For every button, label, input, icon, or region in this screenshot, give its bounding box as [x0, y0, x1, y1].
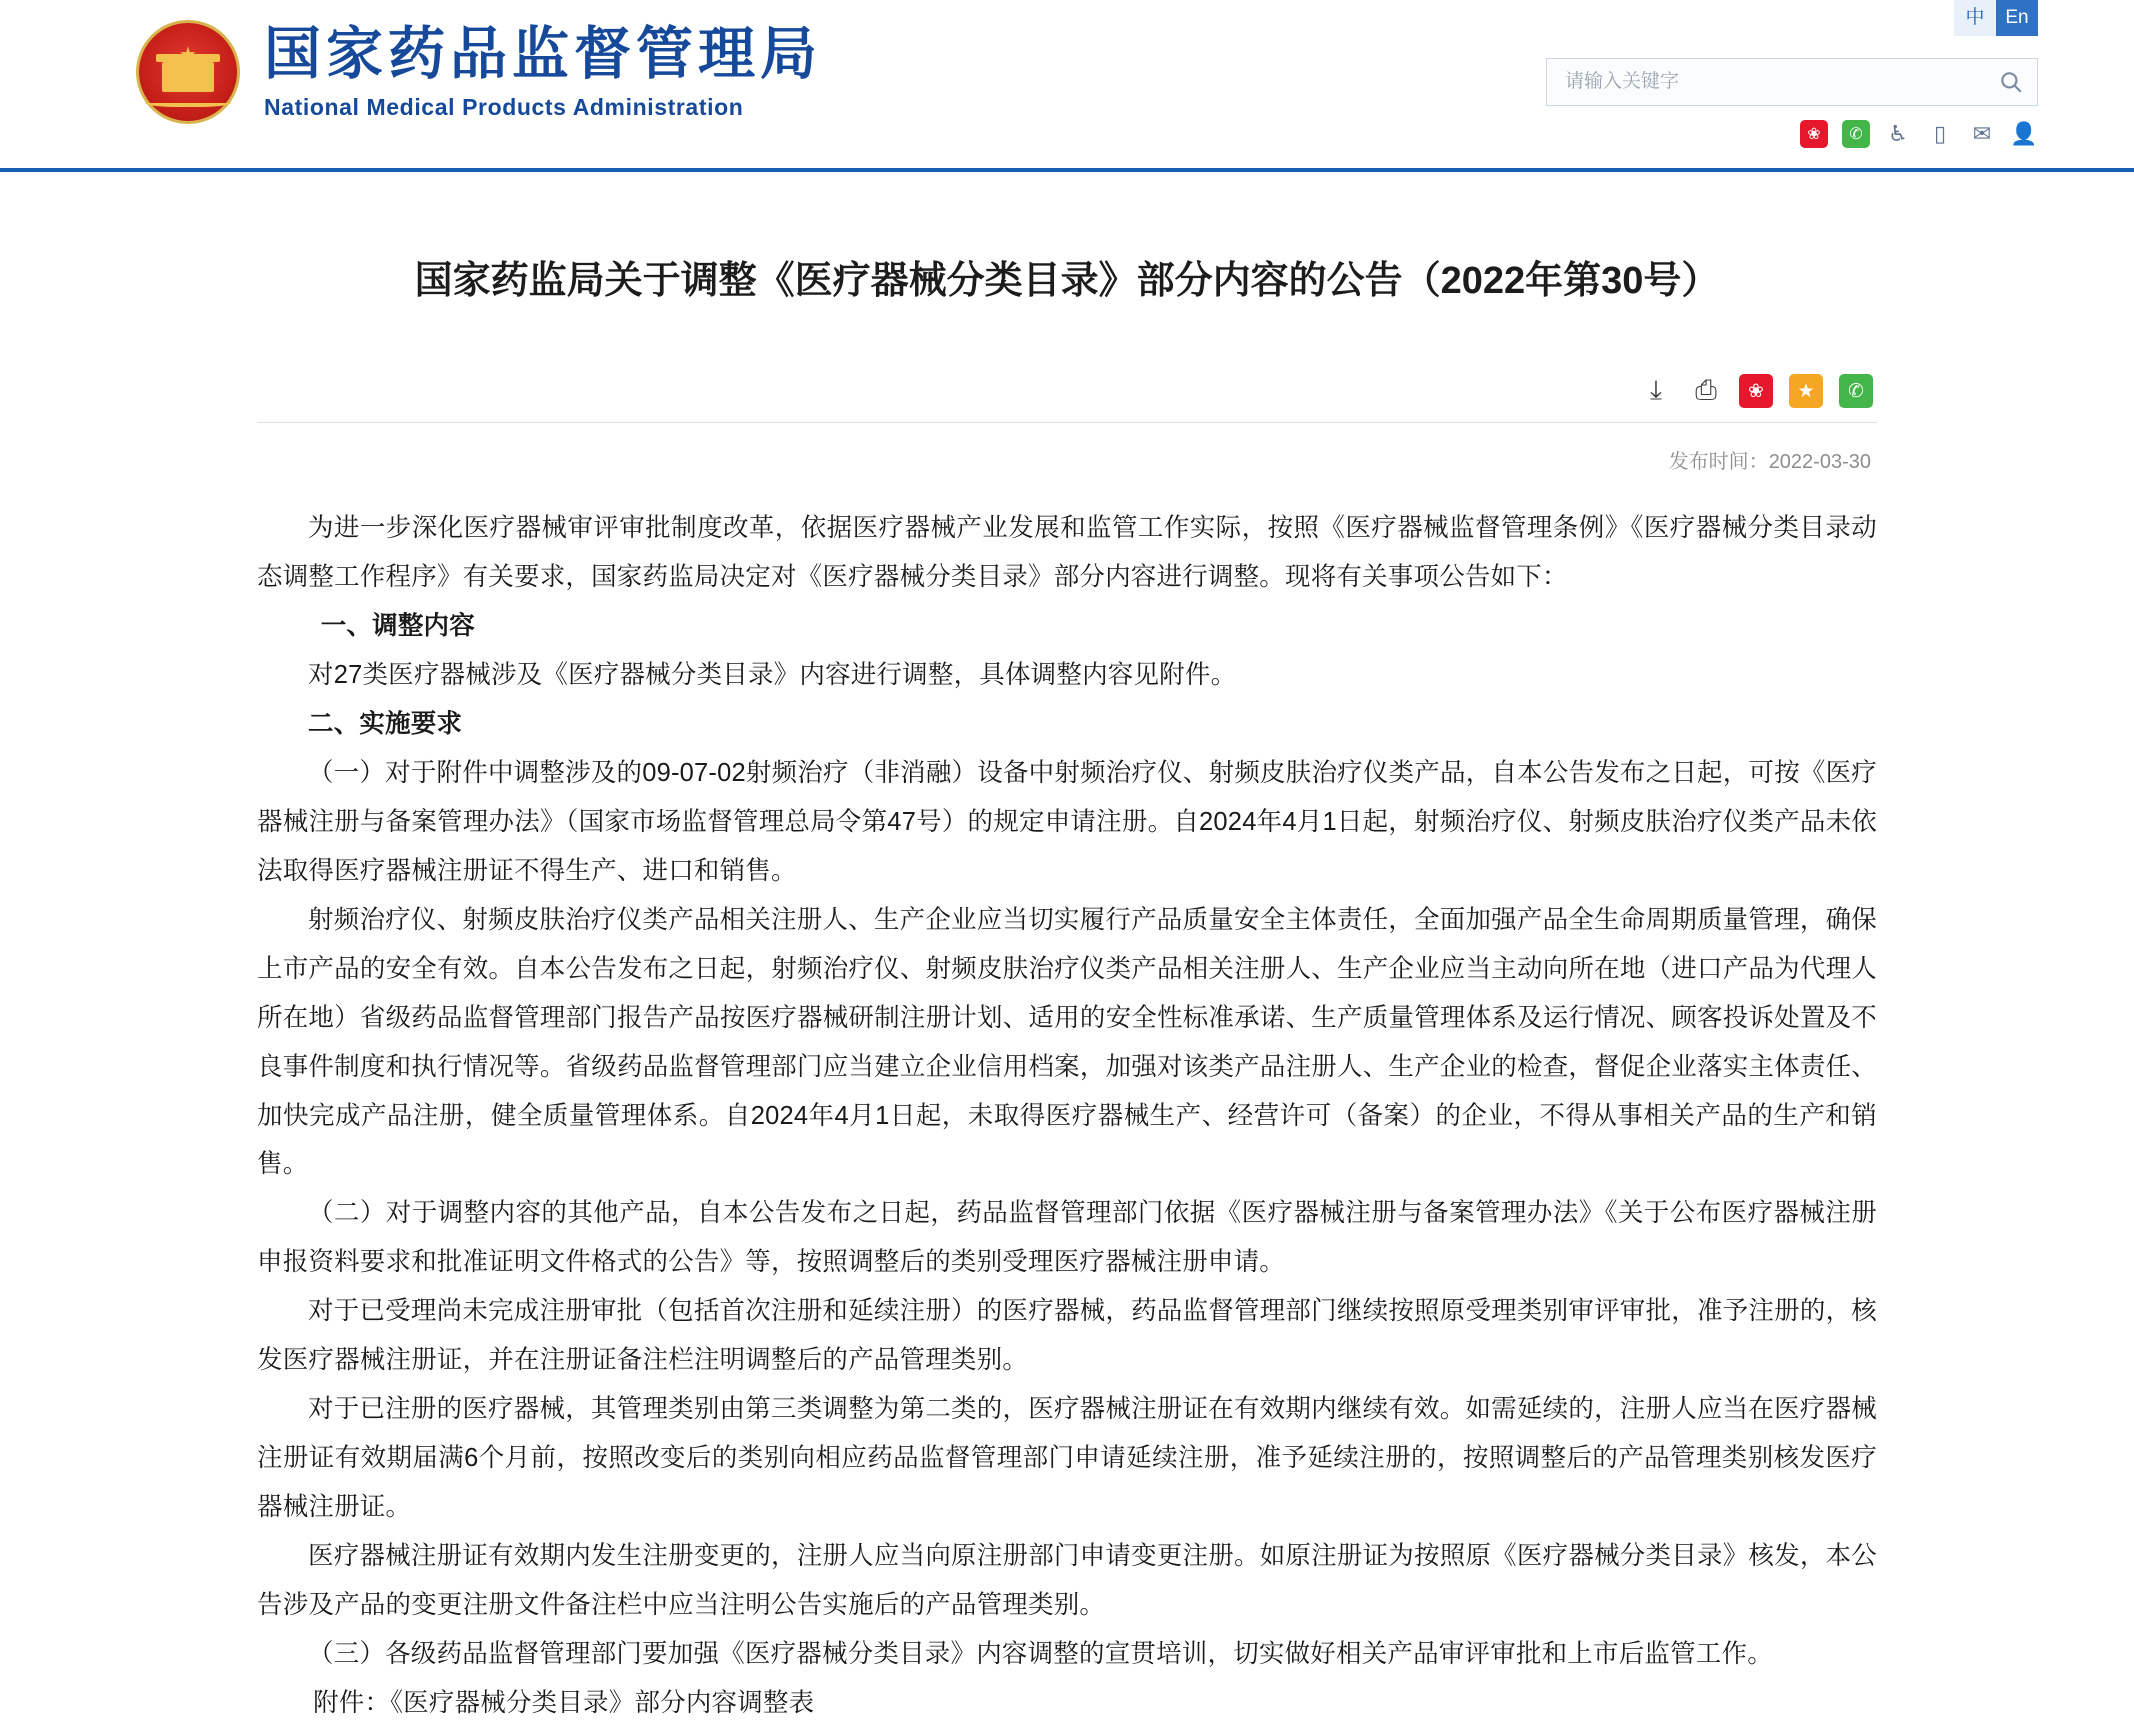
- paragraph: 射频治疗仪、射频皮肤治疗仪类产品相关注册人、生产企业应当切实履行产品质量安全主体责任，全面加强产品全生命周期质量管理，确保上市产品的安全有效。自本公告发布之日起，射频治疗仪、射频皮肤治疗仪类产品相关注册人、生产企业应当主动向所在地（进口产品为代理人所在地）省级药品监督管理部门报告产品按医疗器械研制注册计划、适用的安全性标准承诺、生产质量管理体系及运行情况、顾客投诉处置及不良事件制度和执行情况等。省级药品监督管理部门应当建立企业信用档案，加强对该类产品注册人、生产企业的检查，督促企业落实主体责任、加快完成产品注册，健全质量管理体系。自2024年4月1日起，未取得医疗器械生产、经营许可（备案）的企业，不得从事相关产品的生产和销售。: [257, 905, 1877, 1179]
- paragraph: 为进一步深化医疗器械审评审批制度改革，依据医疗器械产业发展和监管工作实际，按照《医疗器械监督管理条例》《医疗器械分类目录动态调整工作程序》有关要求，国家药监局决定对《医疗器械分类目录》部分内容进行调整。现将有关事项公告如下：: [257, 514, 1877, 592]
- attachment-line: 附件：《医疗器械分类目录》部分内容调整表: [313, 1688, 815, 1717]
- mobile-icon[interactable]: ▯: [1933, 121, 1947, 146]
- article-body: [257, 504, 1877, 1728]
- publish-time-label: 发布时间：: [1668, 451, 1769, 474]
- publish-time: [257, 423, 1877, 504]
- emblem-ears: [145, 97, 231, 107]
- site-title-cn: 国家药品监督管理局: [264, 22, 822, 87]
- publish-time-value: 2022-03-30: [1768, 451, 1871, 474]
- accessibility-icon[interactable]: ♿: [1888, 121, 1908, 146]
- emblem-gate: [162, 62, 214, 92]
- site-logo[interactable]: [136, 20, 822, 124]
- user-icon[interactable]: 👤: [2010, 121, 2038, 146]
- site-title-block: [264, 23, 822, 121]
- national-emblem-icon: [136, 20, 240, 124]
- language-switcher[interactable]: [1954, 0, 2038, 36]
- lang-cn-button[interactable]: 中: [1954, 0, 1996, 36]
- search-box[interactable]: [1546, 58, 2038, 106]
- wechat-icon[interactable]: ✆: [1842, 120, 1870, 148]
- share-toolbar: [257, 374, 1877, 422]
- search-icon[interactable]: [1985, 59, 2037, 105]
- lang-en-button[interactable]: En: [1996, 0, 2038, 36]
- mail-icon[interactable]: ✉: [1972, 121, 1992, 146]
- paragraph: （三）各级药品监督管理部门要加强《医疗器械分类目录》内容调整的宣贯培训，切实做好相关产品审评审批和上市后监管工作。: [308, 1640, 1773, 1669]
- paragraph: 对于已注册的医疗器械，其管理类别由第三类调整为第二类的，医疗器械注册证在有效期内继续有效。如需延续的，注册人应当在医疗器械注册证有效期届满6个月前，按照改变后的类别向相应药品监督管理部门申请延续注册，准予延续注册的，按照调整后的产品管理类别核发医疗器械注册证。: [257, 1395, 1877, 1522]
- paragraph: 医疗器械注册证有效期内发生注册变更的，注册人应当向原注册部门申请变更注册。如原注册证为按照原《医疗器械分类目录》核发，本公告涉及产品的变更注册文件备注栏中应当注明公告实施后的产品管理类别。: [257, 1542, 1877, 1620]
- wechat-icon[interactable]: ✆: [1839, 374, 1873, 408]
- header-icon-row: [1800, 120, 2038, 148]
- paragraph: 对于已受理尚未完成注册审批（包括首次注册和延续注册）的医疗器械，药品监督管理部门继续按照原受理类别审评审批，准予注册的，核发医疗器械注册证，并在注册证备注栏注明调整后的产品管理类别。: [257, 1297, 1877, 1375]
- section-heading-1: 一、调整内容: [320, 612, 475, 640]
- paragraph: （一）对于附件中调整涉及的09-07-02射频治疗（非消融）设备中射频治疗仪、射频皮肤治疗仪类产品，自本公告发布之日起，可按《医疗器械注册与备案管理办法》（国家市场监督管理总局令第47号）的规定申请注册。自2024年4月1日起，射频治疗仪、射频皮肤治疗仪类产品未依法取得医疗器械注册证不得生产、进口和销售。: [257, 758, 1877, 885]
- site-header: [0, 0, 2134, 172]
- section-heading-2: 二、实施要求: [308, 709, 463, 738]
- paragraph: （二）对于调整内容的其他产品，自本公告发布之日起，药品监督管理部门依据《医疗器械注册与备案管理办法》《关于公布医疗器械注册申报资料要求和批准证明文件格式的公告》等，按照调整后的类别受理医疗器械注册申请。: [257, 1199, 1877, 1277]
- paragraph: 对27类医疗器械涉及《医疗器械分类目录》内容进行调整，具体调整内容见附件。: [308, 660, 1237, 689]
- weibo-icon[interactable]: ❀: [1739, 374, 1773, 408]
- download-icon[interactable]: ⤓: [1650, 375, 1662, 406]
- site-title-en: National Medical Products Administration: [264, 93, 744, 120]
- weibo-icon[interactable]: ❀: [1800, 120, 1828, 148]
- search-input[interactable]: [1547, 71, 1985, 93]
- print-icon[interactable]: ⎙: [1695, 375, 1717, 406]
- page-title: 国家药监局关于调整《医疗器械分类目录》部分内容的公告（2022年第30号）: [414, 260, 1720, 303]
- favorite-icon[interactable]: ★: [1789, 374, 1823, 408]
- article-container: [107, 197, 2027, 1727]
